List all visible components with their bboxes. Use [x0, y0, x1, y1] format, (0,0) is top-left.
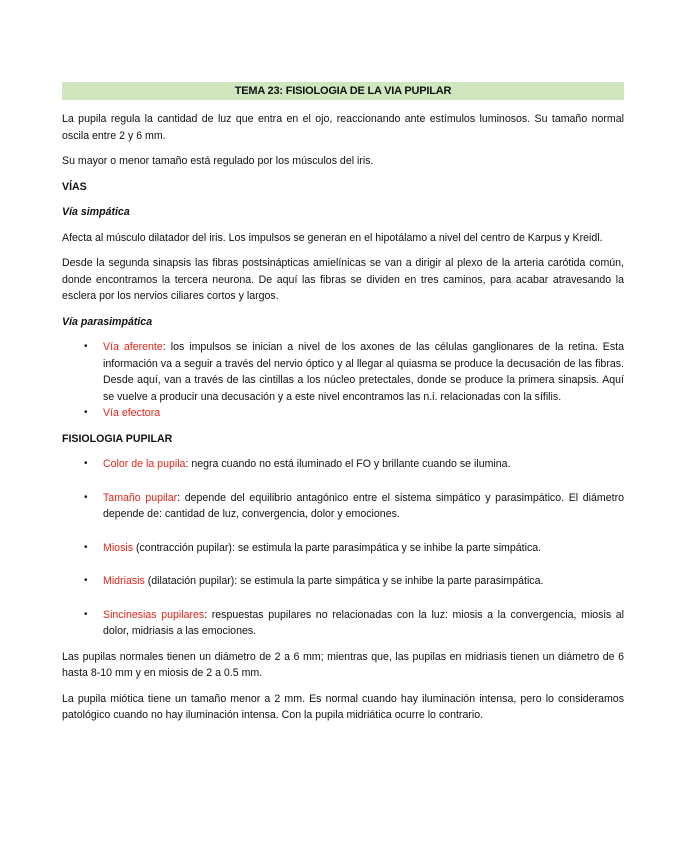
list-item-term: Color de la pupila	[103, 458, 186, 470]
bullet-icon: •	[84, 608, 88, 620]
intro-paragraph-1: La pupila regula la cantidad de luz que entra en el ojo, reaccionando ante estímulos luminosos. Su tamaño normal oscila entre 2 y 6 mm.	[62, 113, 624, 142]
list-item-term: Vía aferente	[103, 341, 163, 353]
list-item-term: Sincinesias pupilares	[103, 608, 205, 621]
list-item-term: Tamaño pupilar	[103, 491, 178, 504]
bullet-icon: •	[84, 341, 88, 352]
bullet-icon: •	[84, 491, 88, 503]
simpatica-paragraph-2: Desde la segunda sinapsis las fibras postsinápticas amielínicas se van a dirigir al plexo de la arteria carótida común, donde encontramos la tercera neurona. De aquí las fibras se dividen en tres caminos, para acabar atravesando la esclera por los nervios ciliares cortos y largos.	[62, 257, 624, 302]
page-title: TEMA 23: FISIOLOGIA DE LA VIA PUPILAR	[62, 82, 624, 100]
closing-paragraph-2: La pupila miótica tiene un tamaño menor a 2 mm. Es normal cuando hay iluminación intensa, pero lo consideramos patológico cuando no hay iluminación intensa. Con la pupila midriática ocurre lo contrario.	[62, 692, 624, 721]
list-item	[62, 490, 624, 523]
list-item	[62, 607, 624, 640]
fisiologia-heading: FISIOLOGIA PUPILAR	[62, 432, 173, 445]
bullet-icon: •	[84, 407, 88, 418]
list-item	[62, 540, 624, 557]
list-item-text: : los impulsos se inician a nivel de los axones de las células ganglionares de la retina. Esta información va a seguir a través del nervio óptico y al llegar al quiasma se produce la decusación de las fibras. Desde aquí, van a través de las cintillas a los núcleo pretectales, donde se produce la primera sinapsis. Aquí se vuelve a producir una decusación y a este nivel encontramos las n.i. relacionadas con la sífilis.	[103, 341, 624, 403]
bullet-icon: •	[84, 575, 88, 586]
bullet-icon: •	[84, 458, 88, 469]
list-item-term: Vía efectora	[103, 407, 161, 419]
bullet-icon: •	[84, 541, 88, 553]
list-item	[62, 405, 624, 422]
list-item-text: (contracción pupilar): se estimula la parte parasimpática y se inhibe la parte simpática.	[133, 541, 542, 554]
fisiologia-list	[62, 456, 624, 640]
simpatica-paragraph-1: Afecta al músculo dilatador del iris. Los impulsos se generan en el hipotálamo a nivel del centro de Karpus y Kreidl.	[62, 231, 603, 244]
closing-paragraph-1: Las pupilas normales tienen un diámetro de 2 a 6 mm; mientras que, las pupilas en midriasis tienen un diámetro de 6 hasta 8-10 mm y en miosis de 2 a 0.5 mm.	[62, 650, 624, 679]
list-item-text: : respuestas pupilares no relacionadas con la luz: miosis a la convergencia, miosis al dolor, midriasis a las emociones.	[103, 608, 624, 637]
vias-heading: VÍAS	[62, 180, 87, 193]
list-item	[62, 339, 624, 405]
list-item-text: : negra cuando no está iluminado el FO y brillante cuando se ilumina.	[185, 458, 511, 470]
list-item-term: Midriasis	[103, 575, 145, 587]
intro-paragraph-2: Su mayor o menor tamaño está regulado por los músculos del iris.	[62, 155, 374, 167]
list-item-text: : depende del equilibrio antagónico entre el sistema simpático y parasimpático. El diámetro depende de: cantidad de luz, convergencia, dolor y emociones.	[103, 491, 625, 520]
list-item-term: Miosis	[103, 541, 134, 554]
simpatica-heading: Vía simpática	[62, 206, 130, 218]
parasimpatica-heading: Vía parasimpática	[62, 315, 153, 328]
parasimpatica-list	[62, 339, 624, 422]
document-page	[62, 82, 624, 733]
list-item	[62, 456, 624, 473]
list-item-text: (dilatación pupilar): se estimula la parte simpática y se inhibe la parte parasimpática.	[144, 575, 544, 587]
list-item	[62, 573, 624, 590]
